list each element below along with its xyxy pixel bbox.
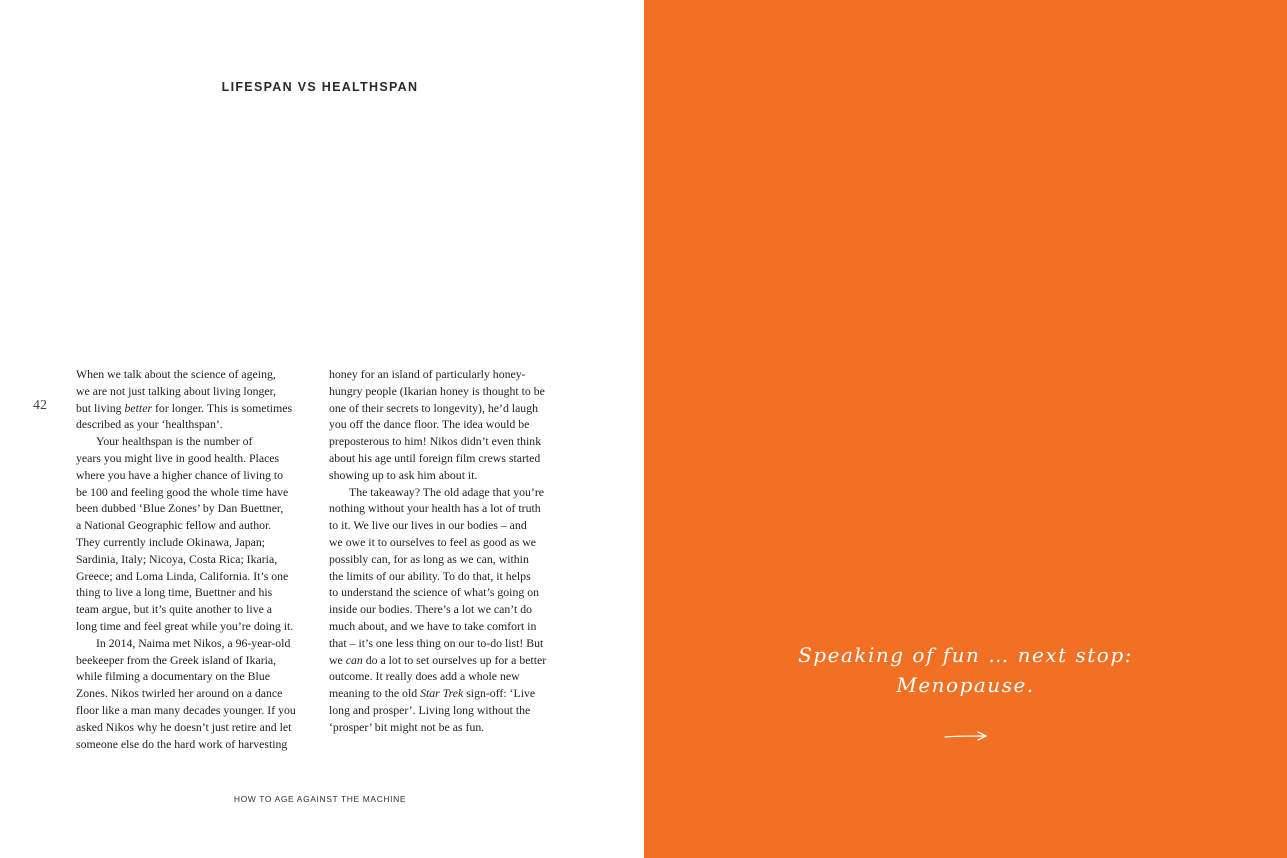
text-segment: nothing without your health has a lot of truth bbox=[329, 501, 541, 516]
text-segment: a National Geographic fellow and author. bbox=[76, 518, 272, 533]
text-segment: that – it’s one less thing on our to-do list! But bbox=[329, 635, 544, 650]
text-segment: Zones. Nikos twirled her around on a dance bbox=[76, 686, 283, 701]
text-segment: do a lot to set ourselves up for a better bbox=[362, 652, 547, 667]
callout-line-2: Menopause. bbox=[896, 673, 1035, 697]
next-chapter-callout bbox=[644, 640, 1287, 700]
text-segment: years you might live in good health. Places bbox=[76, 450, 280, 465]
text-line bbox=[76, 450, 312, 467]
text-line bbox=[329, 635, 565, 652]
right-arrow-icon bbox=[944, 728, 988, 744]
text-line bbox=[329, 685, 565, 702]
text-segment: floor like a man many decades younger. If you bbox=[76, 702, 296, 717]
text-segment: thing to live a long time, Buettner and his bbox=[76, 585, 273, 600]
text-segment: but living bbox=[76, 400, 125, 415]
text-line bbox=[329, 517, 565, 534]
text-line bbox=[76, 416, 312, 433]
text-line bbox=[76, 601, 312, 618]
text-segment: Greece; and Loma Linda, California. It’s one bbox=[76, 568, 289, 583]
text-line bbox=[76, 736, 312, 753]
italic-text: better bbox=[124, 400, 153, 415]
text-line bbox=[76, 534, 312, 551]
text-line bbox=[329, 652, 565, 669]
text-segment: described as your ‘healthspan’. bbox=[76, 417, 223, 432]
text-segment: you off the dance floor. The idea would be bbox=[329, 417, 530, 432]
text-segment: sign-off: ‘Live bbox=[463, 686, 536, 701]
text-line bbox=[76, 719, 312, 736]
text-segment: asked Nikos why he doesn’t just retire and let bbox=[76, 719, 292, 734]
text-line bbox=[76, 652, 312, 669]
text-line bbox=[329, 467, 565, 484]
text-line bbox=[329, 618, 565, 635]
right-page bbox=[644, 0, 1287, 858]
text-segment: Sardinia, Italy; Nicoya, Costa Rica; Ikaria, bbox=[76, 551, 278, 566]
text-segment: hungry people (Ikarian honey is thought to be bbox=[329, 383, 545, 398]
text-line bbox=[76, 400, 312, 417]
text-line bbox=[329, 366, 565, 383]
text-line bbox=[76, 366, 312, 383]
text-line bbox=[329, 484, 565, 501]
text-line bbox=[76, 517, 312, 534]
text-segment: In 2014, Naima met Nikos, a 96-year-old bbox=[96, 635, 291, 650]
text-line bbox=[76, 500, 312, 517]
text-segment: to it. We live our lives in our bodies – and bbox=[329, 518, 527, 533]
text-segment: we bbox=[329, 652, 346, 667]
text-line bbox=[76, 383, 312, 400]
book-title-footer: HOW TO AGE AGAINST THE MACHINE bbox=[233, 794, 407, 804]
text-segment: we are not just talking about living longer, bbox=[76, 383, 277, 398]
text-line bbox=[76, 618, 312, 635]
text-line bbox=[329, 668, 565, 685]
text-segment: been dubbed ‘Blue Zones’ by Dan Buettner, bbox=[76, 501, 284, 516]
text-line bbox=[329, 568, 565, 585]
text-line bbox=[329, 551, 565, 568]
text-segment: for longer. This is sometimes bbox=[152, 400, 293, 415]
text-line bbox=[76, 584, 312, 601]
text-segment: possibly can, for as long as we can, within bbox=[329, 551, 529, 566]
text-line bbox=[329, 433, 565, 450]
text-line bbox=[76, 685, 312, 702]
text-segment: They currently include Okinawa, Japan; bbox=[76, 534, 266, 549]
text-line bbox=[329, 601, 565, 618]
text-segment: one of their secrets to longevity), he’d laugh bbox=[329, 400, 539, 415]
text-line bbox=[329, 500, 565, 517]
text-segment: When we talk about the science of ageing, bbox=[76, 367, 276, 381]
callout-line-1: Speaking of fun … next stop: bbox=[798, 643, 1133, 667]
text-line bbox=[76, 568, 312, 585]
text-segment: someone else do the hard work of harvesting bbox=[76, 736, 288, 751]
text-segment: long time and feel great while you’re doing it. bbox=[76, 618, 294, 633]
text-line bbox=[329, 534, 565, 551]
text-segment: meaning to the old bbox=[329, 686, 421, 701]
text-line bbox=[329, 400, 565, 417]
text-segment: we owe it to ourselves to feel as good as we bbox=[329, 534, 537, 549]
text-segment: inside our bodies. There’s a lot we can’t do bbox=[329, 602, 533, 617]
italic-text: can bbox=[345, 652, 363, 667]
text-segment: much about, and we have to take comfort in bbox=[329, 618, 537, 633]
text-line bbox=[76, 484, 312, 501]
text-segment: ‘prosper’ bit might not be as fun. bbox=[329, 719, 485, 734]
text-line bbox=[76, 668, 312, 685]
text-segment: about his age until foreign film crews started bbox=[329, 450, 541, 465]
text-line bbox=[76, 702, 312, 719]
text-line bbox=[76, 433, 312, 450]
text-segment: preposterous to him! Nikos didn’t even think bbox=[329, 434, 542, 449]
text-segment: the limits of our ability. To do that, it helps bbox=[329, 568, 531, 583]
text-segment: while filming a documentary on the Blue bbox=[76, 669, 270, 684]
text-segment: showing up to ask him about it. bbox=[329, 467, 478, 482]
text-segment: honey for an island of particularly honey- bbox=[329, 367, 526, 381]
text-line bbox=[329, 383, 565, 400]
text-line bbox=[76, 635, 312, 652]
body-column-2 bbox=[329, 366, 565, 736]
chapter-heading: LIFESPAN VS HEALTHSPAN bbox=[221, 80, 419, 94]
text-segment: The takeaway? The old adage that you’re bbox=[349, 484, 544, 499]
text-segment: where you have a higher chance of living to bbox=[76, 467, 284, 482]
text-line bbox=[329, 450, 565, 467]
text-segment: to understand the science of what’s going on bbox=[329, 585, 539, 600]
text-line bbox=[329, 719, 565, 736]
text-line bbox=[329, 702, 565, 719]
text-segment: beekeeper from the Greek island of Ikaria, bbox=[76, 652, 277, 667]
page-number: 42 bbox=[33, 398, 47, 413]
text-segment: team argue, but it’s quite another to live a bbox=[76, 602, 273, 617]
text-line bbox=[329, 584, 565, 601]
text-line bbox=[329, 416, 565, 433]
text-segment: outcome. It really does add a whole new bbox=[329, 669, 520, 684]
text-segment: be 100 and feeling good the whole time have bbox=[76, 484, 289, 499]
text-line bbox=[76, 551, 312, 568]
italic-text: Star Trek bbox=[420, 686, 464, 701]
text-segment: Your healthspan is the number of bbox=[96, 434, 253, 449]
body-column-1 bbox=[76, 366, 312, 752]
text-segment: long and prosper’. Living long without the bbox=[329, 702, 531, 717]
text-line bbox=[76, 467, 312, 484]
